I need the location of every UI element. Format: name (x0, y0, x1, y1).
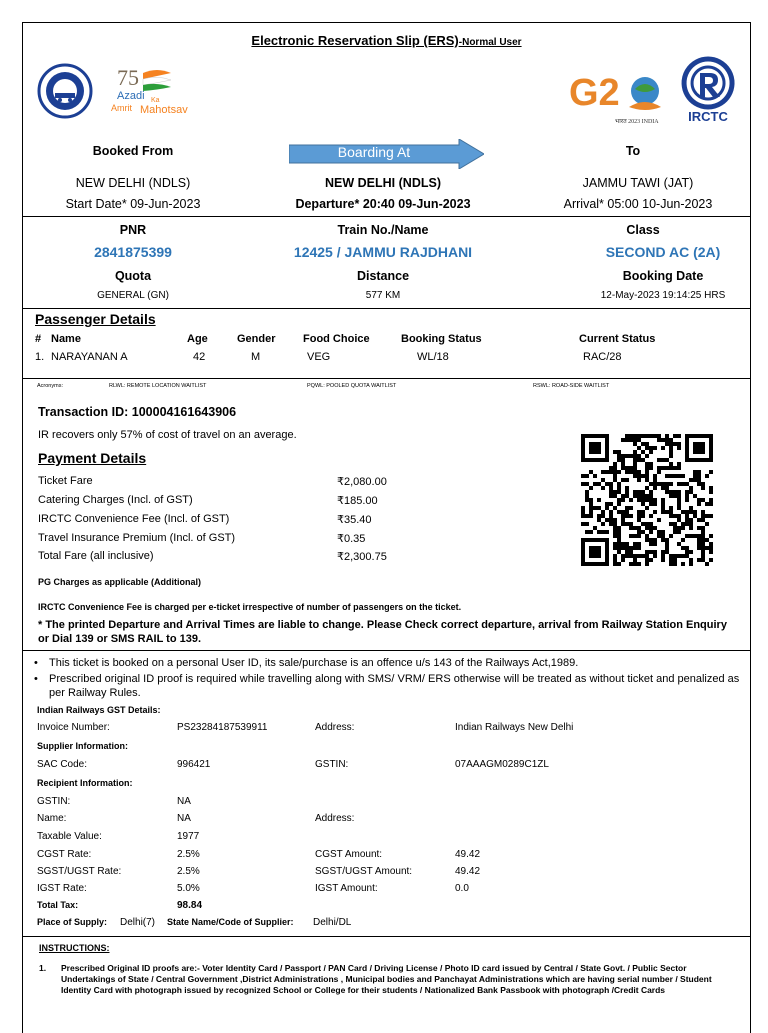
taxable-label: Taxable Value: (37, 831, 102, 842)
pnr-number: 2841875399 (94, 244, 172, 260)
insurance-label: Travel Insurance Premium (Incl. of GST) (38, 532, 236, 544)
passenger-name: NARAYANAN A (51, 351, 128, 363)
transaction-id: Transaction ID: 100004161643906 (38, 405, 237, 419)
state-code-value: Delhi/DL (313, 917, 352, 928)
payment-details-heading: Payment Details (38, 450, 147, 466)
fare-amount: ₹2,080.00 (337, 476, 387, 488)
convenience-fee-note: IRCTC Convenience Fee is charged per e-ticket irrespective of number of passengers on the ticket. (38, 602, 462, 612)
passenger-no: 1. (35, 351, 45, 363)
total-tax-label: Total Tax: (37, 900, 79, 910)
instruction-number: 1. (39, 963, 47, 973)
divider (23, 936, 750, 937)
start-date: Start Date* 09-Jun-2023 (65, 197, 201, 211)
col-header-name: Name (51, 333, 81, 345)
place-of-supply-value: Delhi(7) (120, 917, 156, 928)
train-label: Train No./Name (337, 223, 429, 237)
insurance-amount: ₹0.35 (337, 533, 366, 545)
total-tax-value: 98.84 (177, 900, 203, 911)
ers-title: Electronic Reservation Slip (ERS)-Normal User (251, 33, 522, 48)
divider (23, 650, 750, 651)
col-header-current-status: Current Status (579, 333, 656, 345)
acronym-rlwl: RLWL: REMOTE LOCATION WAITLIST (109, 383, 207, 389)
gst-heading: Indian Railways GST Details: (37, 705, 161, 715)
igst-rate-value: 5.0% (177, 883, 200, 894)
passenger-booking-status: WL/18 (417, 351, 449, 363)
address-value: Indian Railways New Delhi (455, 722, 574, 733)
list-item: • Prescribed original ID proof is required while travelling along with SMS/ VRM/ ERS otherwise will be treated as without ticket and penalized as per Railway Rules. (49, 672, 749, 700)
to-label: To (625, 144, 641, 158)
convenience-fee-amount: ₹35.40 (337, 514, 372, 526)
distance-label: Distance (356, 269, 410, 283)
sgst-amount-value: 49.42 (455, 866, 481, 877)
igst-amount-label: IGST Amount: (315, 883, 378, 894)
cgst-amount-value: 49.42 (455, 849, 481, 860)
train-name: 12425 / JAMMU RAJDHANI (293, 244, 473, 260)
recipient-gstin-value: NA (177, 796, 191, 807)
sgst-rate-label: SGST/UGST Rate: (37, 866, 122, 877)
sac-value: 996421 (177, 759, 211, 770)
to-station: JAMMU TAWI (JAT) (582, 176, 694, 190)
sac-label: SAC Code: (37, 759, 88, 770)
svg-text:G2: G2 (569, 72, 620, 114)
boarding-at-label: Boarding At (337, 144, 411, 160)
state-code-label: State Name/Code of Supplier: (167, 917, 294, 927)
divider (23, 378, 750, 379)
acronym-rswl: RSWL: ROAD-SIDE WAITLIST (533, 383, 610, 389)
sgst-amount-label: SGST/UGST Amount: (315, 866, 413, 877)
igst-amount-value: 0.0 (455, 883, 469, 894)
col-header-booking-status: Booking Status (401, 333, 482, 345)
timing-note: * The printed Departure and Arrival Times are liable to change. Please Check correct departure, arrival from Railway Station Enquiry or Dial 139 or SMS RAIL to 139. (38, 619, 727, 645)
acronyms-label: Acronyms: (37, 383, 63, 389)
recipient-gstin-label: GSTIN: (37, 796, 71, 807)
recipient-heading: Recipient Information: (37, 778, 133, 788)
svg-text:भारत 2023 INDIA: भारत 2023 INDIA (615, 119, 659, 125)
pg-charges-note: PG Charges as applicable (Additional) (38, 577, 202, 587)
sgst-rate-value: 2.5% (177, 866, 200, 877)
recipient-address-label: Address: (315, 813, 355, 824)
instructions-heading: INSTRUCTIONS: (39, 943, 110, 953)
svg-text:75: 75 (117, 65, 139, 90)
passenger-age: 42 (193, 351, 206, 363)
divider (23, 216, 750, 217)
passenger-current-status: RAC/28 (583, 351, 622, 363)
cgst-amount-label: CGST Amount: (315, 849, 383, 860)
svg-text:Amrit: Amrit (111, 103, 132, 113)
supplier-heading: Supplier Information: (37, 741, 128, 751)
col-header-age: Age (187, 333, 208, 345)
catering-amount: ₹185.00 (337, 495, 378, 507)
total-fare-amount: ₹2,300.75 (337, 551, 387, 563)
gstin-label: GSTIN: (315, 759, 349, 770)
cgst-rate-label: CGST Rate: (37, 849, 92, 860)
instruction-1: Prescribed Original ID proofs are:- Voter Identity Card / Passport / PAN Card / Driving License / Photo ID card issued by Central / State Govt. / Public Sector Undertakings of State / Central Government ,District Administrations , Municipal bodies and Panchayat Administrations which are having serial number / Student Identity Card with photograph issued by recognized School or College for their students / Nationalized Bank Passbook with photograph /Credit Cards (61, 963, 712, 995)
svg-text:IRCTC: IRCTC (688, 109, 728, 124)
distance-value: 577 KM (365, 290, 401, 301)
convenience-fee-label: IRCTC Convenience Fee (Incl. of GST) (38, 513, 230, 525)
list-item: • This ticket is booked on a personal User ID, its sale/purchase is an offence u/s 143 of the Railways Act,1989. (49, 656, 749, 670)
notes-list (23, 656, 749, 702)
divider (23, 308, 750, 309)
indian-railways-logo (37, 63, 93, 119)
passenger-details-heading: Passenger Details (35, 311, 156, 327)
recipient-name-value: NA (177, 813, 191, 824)
boarding-station: NEW DELHI (NDLS) (325, 176, 441, 190)
cgst-rate-value: 2.5% (177, 849, 200, 860)
address-label: Address: (315, 722, 355, 733)
quota-label: Quota (114, 269, 152, 283)
svg-text:Mahotsav: Mahotsav (140, 104, 188, 116)
total-fare-label: Total Fare (all inclusive) (38, 550, 154, 562)
igst-rate-label: IGST Rate: (37, 883, 87, 894)
gstin-value: 07AAAGM0289C1ZL (455, 759, 549, 770)
g20-logo (569, 67, 669, 127)
acronym-pqwl: PQWL: POOLED QUOTA WAITLIST (307, 383, 397, 389)
quota-value: GENERAL (GN) (97, 290, 169, 301)
booked-from-label: Booked From (92, 144, 174, 158)
arrival-time: Arrival* 05:00 10-Jun-2023 (563, 197, 713, 211)
passenger-food: VEG (307, 351, 331, 363)
pnr-label: PNR (119, 223, 147, 237)
svg-text:Azadi: Azadi (117, 90, 145, 102)
taxable-value: 1977 (177, 831, 200, 842)
departure-time: Departure* 20:40 09-Jun-2023 (295, 197, 471, 211)
place-of-supply-label: Place of Supply: (37, 917, 108, 927)
qr-code-icon (581, 433, 713, 567)
ir-recovery-note: IR recovers only 57% of cost of travel on an average. (38, 429, 297, 441)
col-header-food: Food Choice (303, 333, 370, 345)
azadi-ka-amrit-mahotsav-logo (105, 63, 215, 119)
from-station: NEW DELHI (NDLS) (75, 176, 191, 190)
catering-label: Catering Charges (Incl. of GST) (38, 494, 193, 506)
invoice-number: PS23284187539911 (177, 722, 268, 733)
invoice-label: Invoice Number: (37, 722, 110, 733)
travel-class: SECOND AC (2A) (605, 244, 721, 260)
irctc-logo (675, 53, 741, 125)
ers-ticket (22, 22, 751, 1033)
class-label: Class (626, 223, 660, 237)
booking-date-value: 12-May-2023 19:14:25 HRS (600, 290, 726, 301)
col-header-gender: Gender (237, 333, 276, 345)
booking-date-label: Booking Date (622, 269, 704, 283)
col-header-no: # (35, 333, 42, 345)
recipient-name-label: Name: (37, 813, 67, 824)
svg-text:Ka: Ka (151, 97, 160, 104)
fare-label: Ticket Fare (38, 475, 93, 487)
passenger-gender: M (251, 351, 261, 363)
